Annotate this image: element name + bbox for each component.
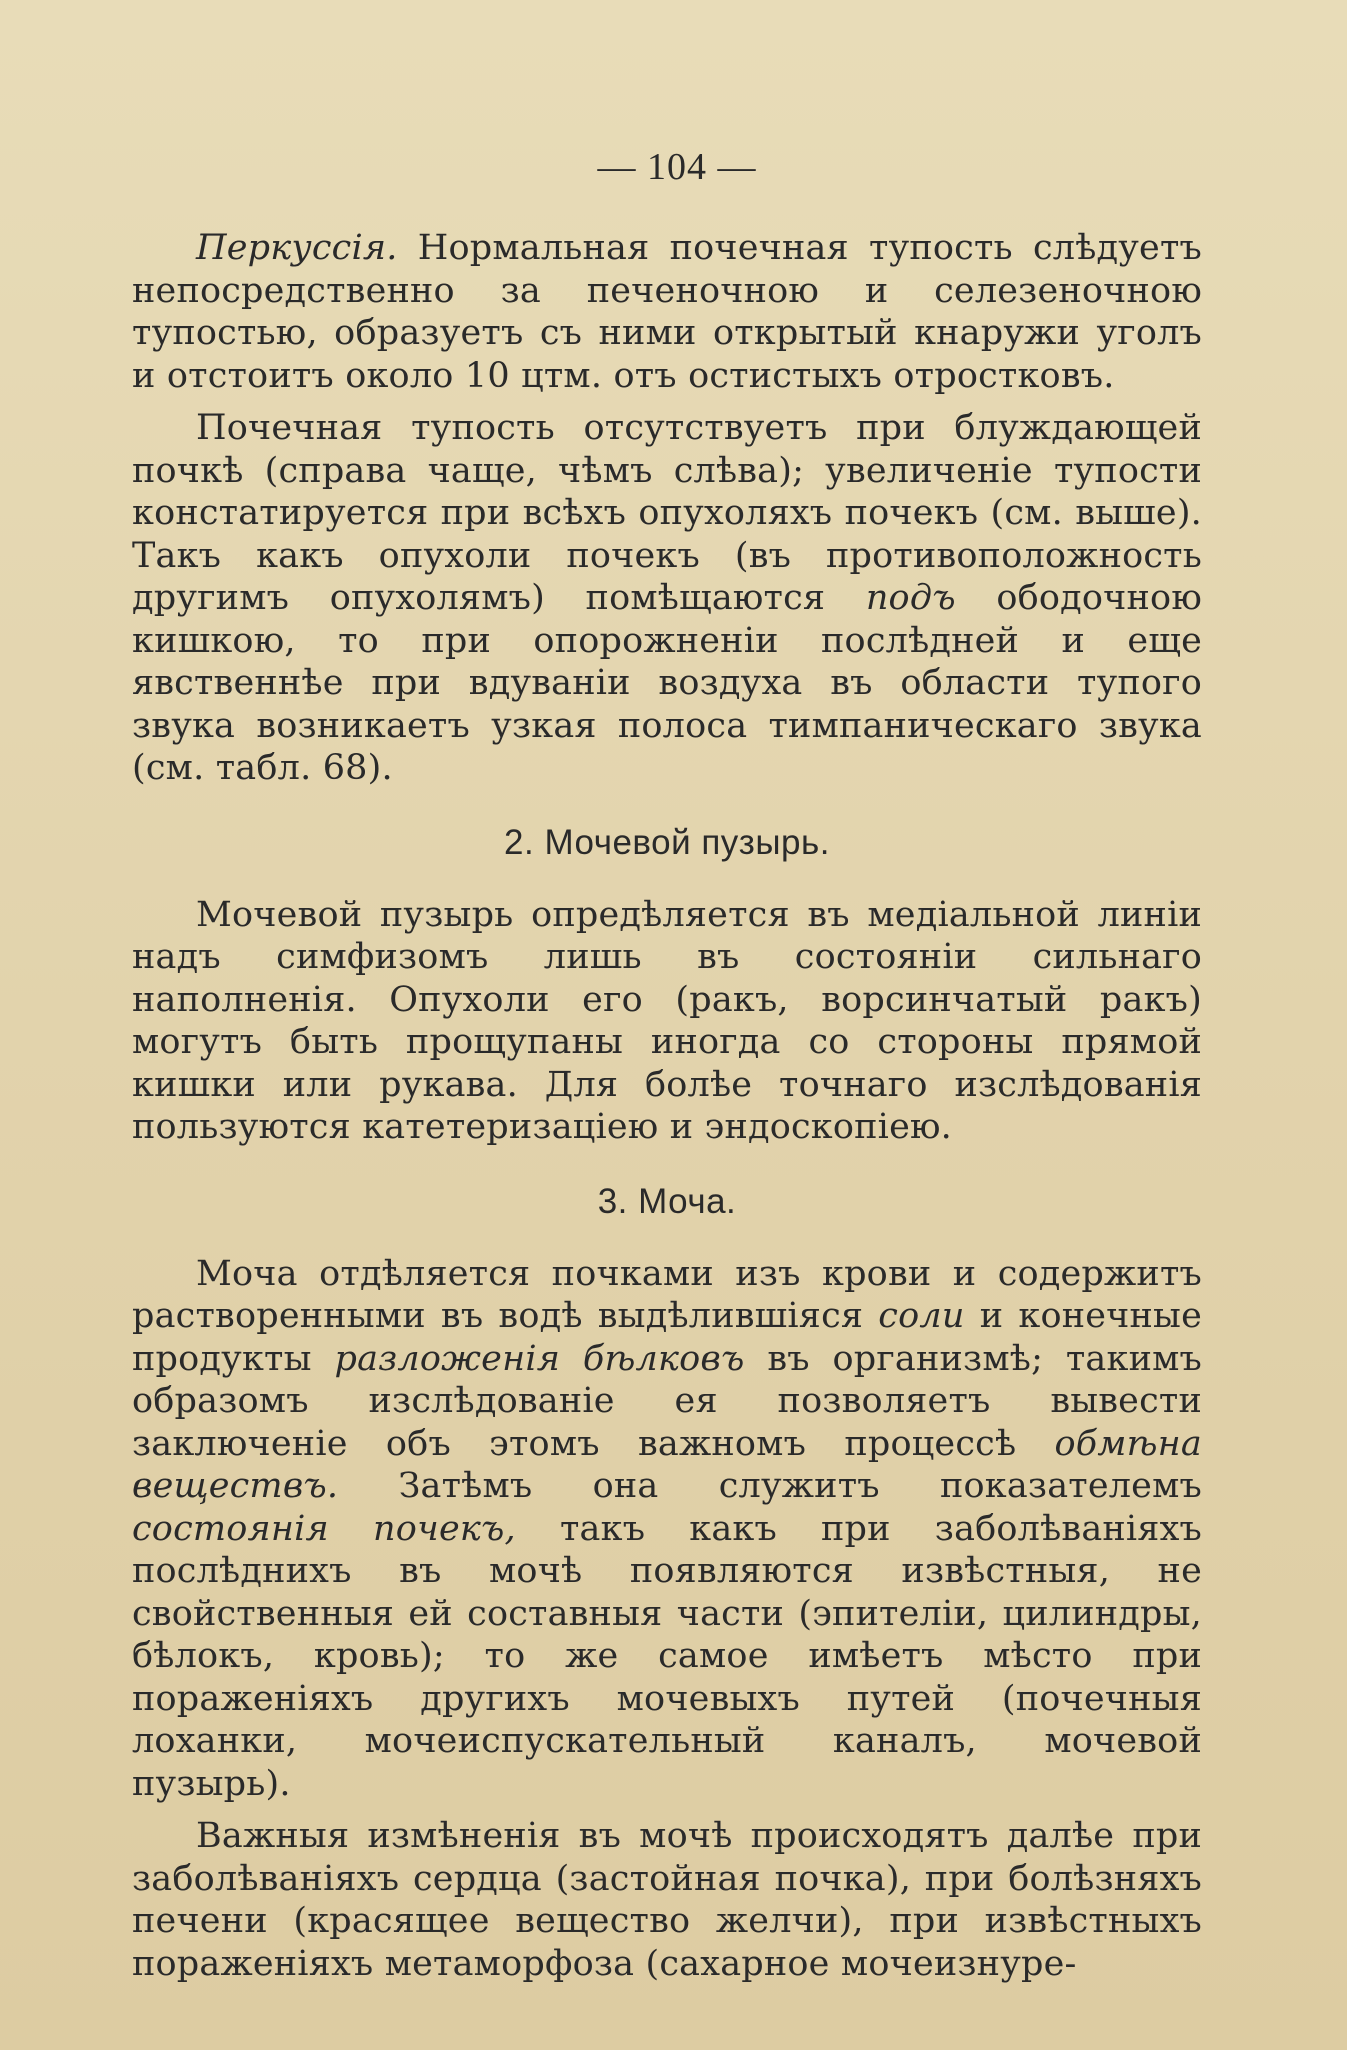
italic-word: разложенія бѣлковъ	[334, 1338, 745, 1379]
paragraph-text: въ организмѣ; такимъ образомъ изслѣдованіе ея позволяетъ вывести заключеніе объ этомъ важномъ процессѣ	[132, 1338, 1202, 1464]
paragraph-text: Затѣмъ она служитъ показателемъ	[398, 1466, 1202, 1506]
section-heading-urine: 3. Моча.	[597, 1181, 737, 1221]
paragraph-text: Нормальная почечная тупость слѣдуетъ непосредственно за печеночною и селезеночною тупостью, образуетъ съ ними открытый кнаружи уголъ и отстоитъ около 10 цтм. отъ остистыхъ отростковъ.	[132, 228, 1203, 396]
paragraph-bladder: Мочевой пузырь опредѣляется въ медіальной линіи надъ симфизомъ лишь въ состояніи сильнаго наполненія. Опухоли его (ракъ, ворсинчатый ракъ) могутъ быть прощупаны иногда со стороны прямой кишки или рукава. Для болѣе точнаго изслѣдованія пользуются катетеризаціею и эндоскопіею.	[132, 894, 1202, 1147]
paragraph-percussion-1	[132, 227, 1202, 397]
paragraph-text: такъ какъ при заболѣваніяхъ послѣднихъ въ мочѣ появляются извѣстныя, не свойственныя ей составныя части (эпителіи, цилиндры, бѣлокъ, кровь); то же самое имѣетъ мѣсто при пораженіяхъ другихъ мочевыхъ путей (почечныя лоханки, мочеиспускательный каналъ, мочевой пузырь).	[132, 1508, 1202, 1804]
italic-word: обмѣна веществъ.	[132, 1423, 1202, 1506]
paragraph-urine-1	[132, 1253, 1202, 1806]
paragraph-text: Почечная тупость отсутствуетъ при блуждающей почкѣ (справа чаще, чѣмъ слѣва); увеличеніе тупости констатируется при всѣхъ опухоляхъ почекъ (см. выше). Такъ какъ опухоли почекъ (въ противоположность другимъ опухолямъ) помѣщаются	[132, 408, 1202, 618]
paragraph-text: Моча отдѣляется почками изъ крови и содержитъ растворенными въ водѣ выдѣлившіяся	[132, 1253, 1202, 1336]
term-percussion: Перкуссія.	[196, 228, 398, 268]
paragraph-percussion-2	[132, 407, 1202, 790]
section-heading-bladder: 2. Мочевой пузырь.	[504, 822, 830, 862]
italic-word: подъ	[865, 578, 956, 618]
italic-word: соли	[878, 1296, 965, 1336]
paragraph-text: ободочною кишкою, то при опорожненіи послѣдней и еще явственнѣе при вдуваніи воздуха въ области тупого звука возникаетъ узкая полоса тимпаническаго звука (см. табл. 68).	[132, 578, 1202, 788]
paragraph-urine-2: Важныя измѣненія въ мочѣ происходятъ далѣе при заболѣваніяхъ сердца (застойная почка), при болѣзняхъ печени (красящее вещество желчи), при извѣстныхъ пораженіяхъ метаморфоза (сахарное мочеизнуре-	[132, 1816, 1202, 1984]
paragraph-text: и конечные продукты	[132, 1296, 1202, 1379]
italic-word: состоянія почекъ,	[132, 1508, 516, 1549]
page-number: — 104 —	[597, 146, 757, 188]
